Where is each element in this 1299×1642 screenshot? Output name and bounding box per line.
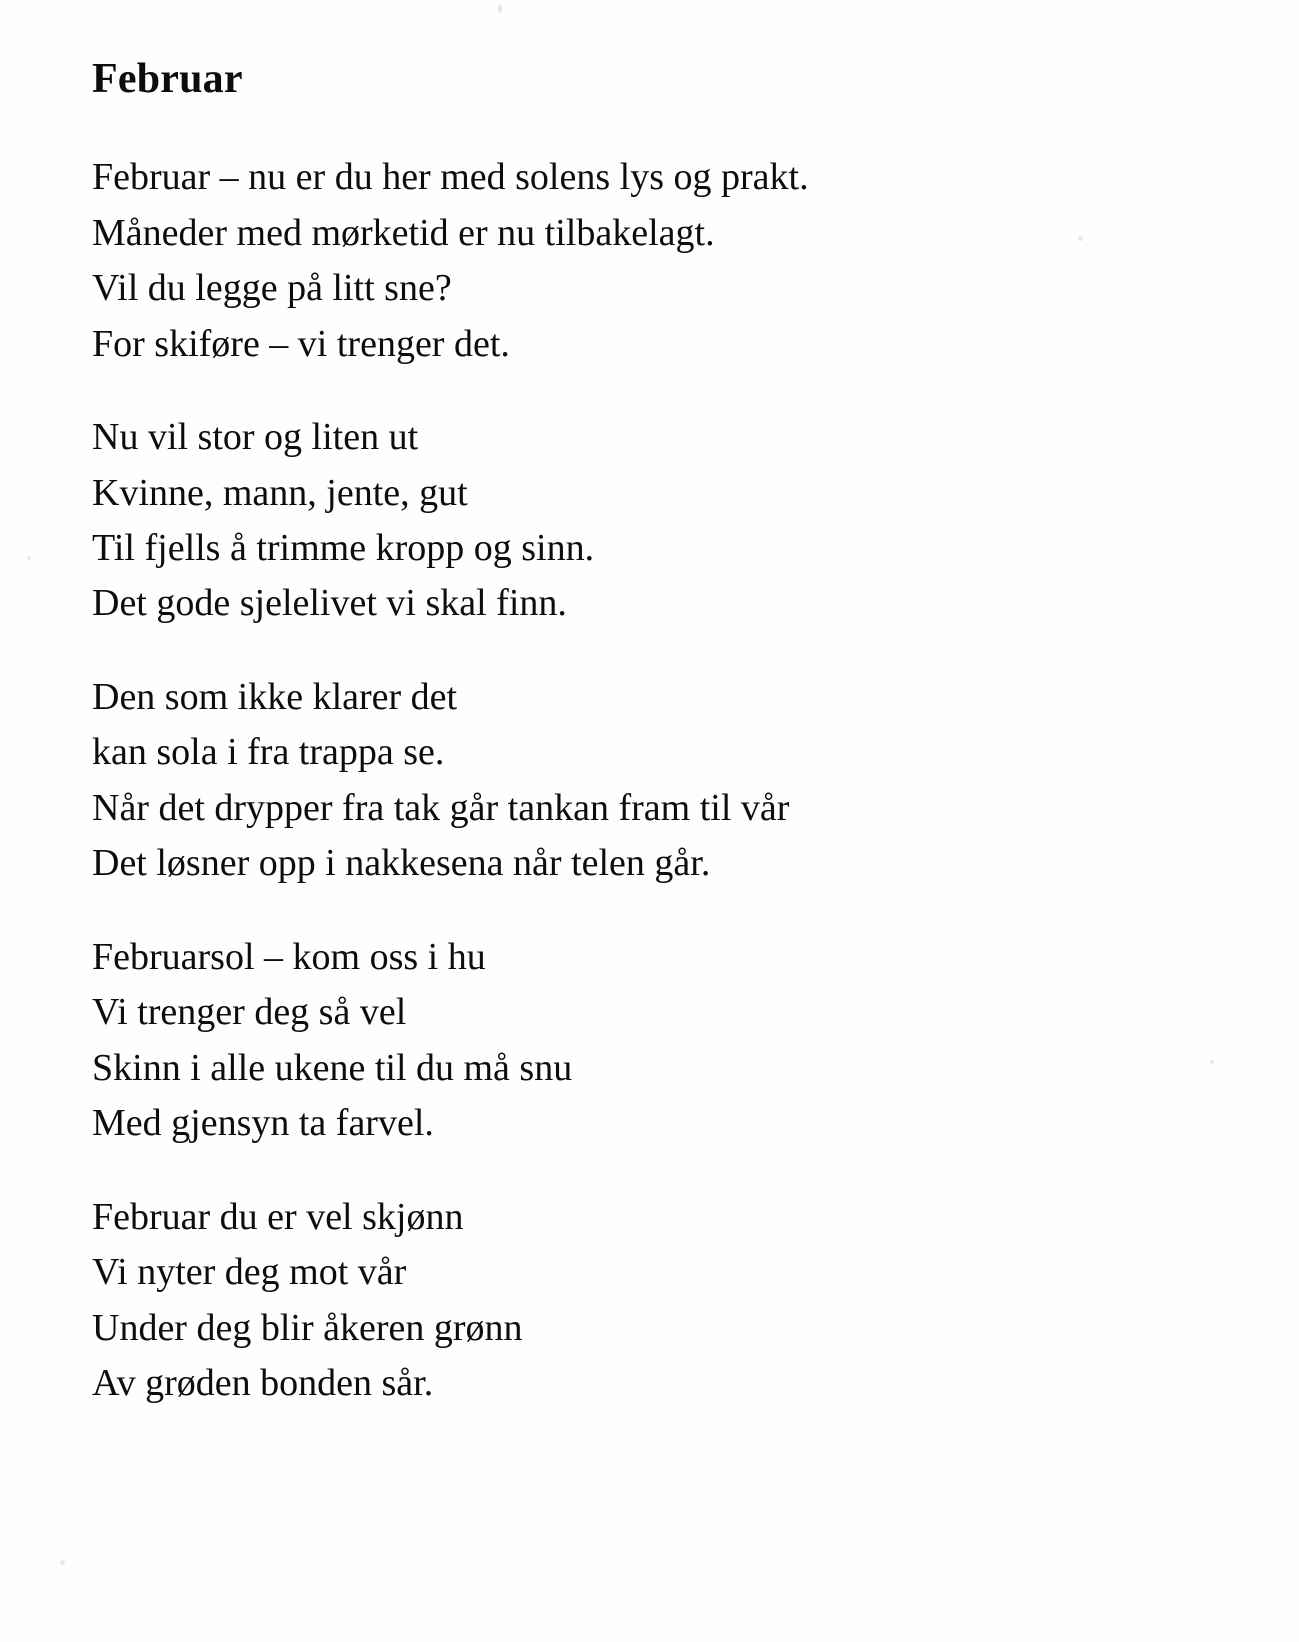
stanza [92, 930, 1209, 1152]
poem-line: kan sola i fra trappa se. [92, 731, 445, 774]
poem-line: Under deg blir åkeren grønn [92, 1306, 523, 1349]
poem-line: Vi nyter deg mot vår [92, 1251, 407, 1294]
stanza [92, 1190, 1209, 1412]
scan-speckle [1210, 1060, 1214, 1064]
poem-line: Det løsner opp i nakkesena når telen går. [92, 842, 711, 885]
poem-line: Av grøden bonden sår. [92, 1362, 434, 1405]
scan-speckle [498, 4, 502, 13]
poem-line: Den som ikke klarer det [92, 675, 458, 718]
poem-line: Februar du er vel skjønn [92, 1195, 464, 1238]
poem [0, 56, 1299, 1412]
stanza [92, 150, 1209, 372]
poem-line: Februar – nu er du her med solens lys og prakt. [92, 156, 809, 199]
poem-line: Vi trenger deg så vel [92, 991, 407, 1034]
poem-line: Nu vil stor og liten ut [92, 416, 419, 459]
poem-line: Februarsol – kom oss i hu [92, 935, 486, 978]
poem-line: Med gjensyn ta farvel. [92, 1102, 434, 1145]
poem-line: Kvinne, mann, jente, gut [92, 471, 468, 514]
poem-line: Når det drypper fra tak går tankan fram til vår [92, 786, 790, 829]
scan-speckle [1078, 236, 1083, 241]
scan-speckle [60, 1560, 65, 1565]
scan-speckle [27, 556, 31, 560]
page-title: Februar [92, 56, 243, 102]
poem-line: Til fjells å trimme kropp og sinn. [92, 527, 595, 569]
poem-line: Vil du legge på litt sne? [92, 267, 452, 310]
poem-line: Det gode sjelelivet vi skal finn. [92, 582, 567, 625]
poem-line: Skinn i alle ukene til du må snu [92, 1046, 573, 1089]
poem-line: For skiføre – vi trenger det. [92, 322, 510, 365]
stanza [92, 670, 1209, 892]
poem-line: Måneder med mørketid er nu tilbakelagt. [92, 211, 715, 254]
stanza [92, 410, 1209, 632]
